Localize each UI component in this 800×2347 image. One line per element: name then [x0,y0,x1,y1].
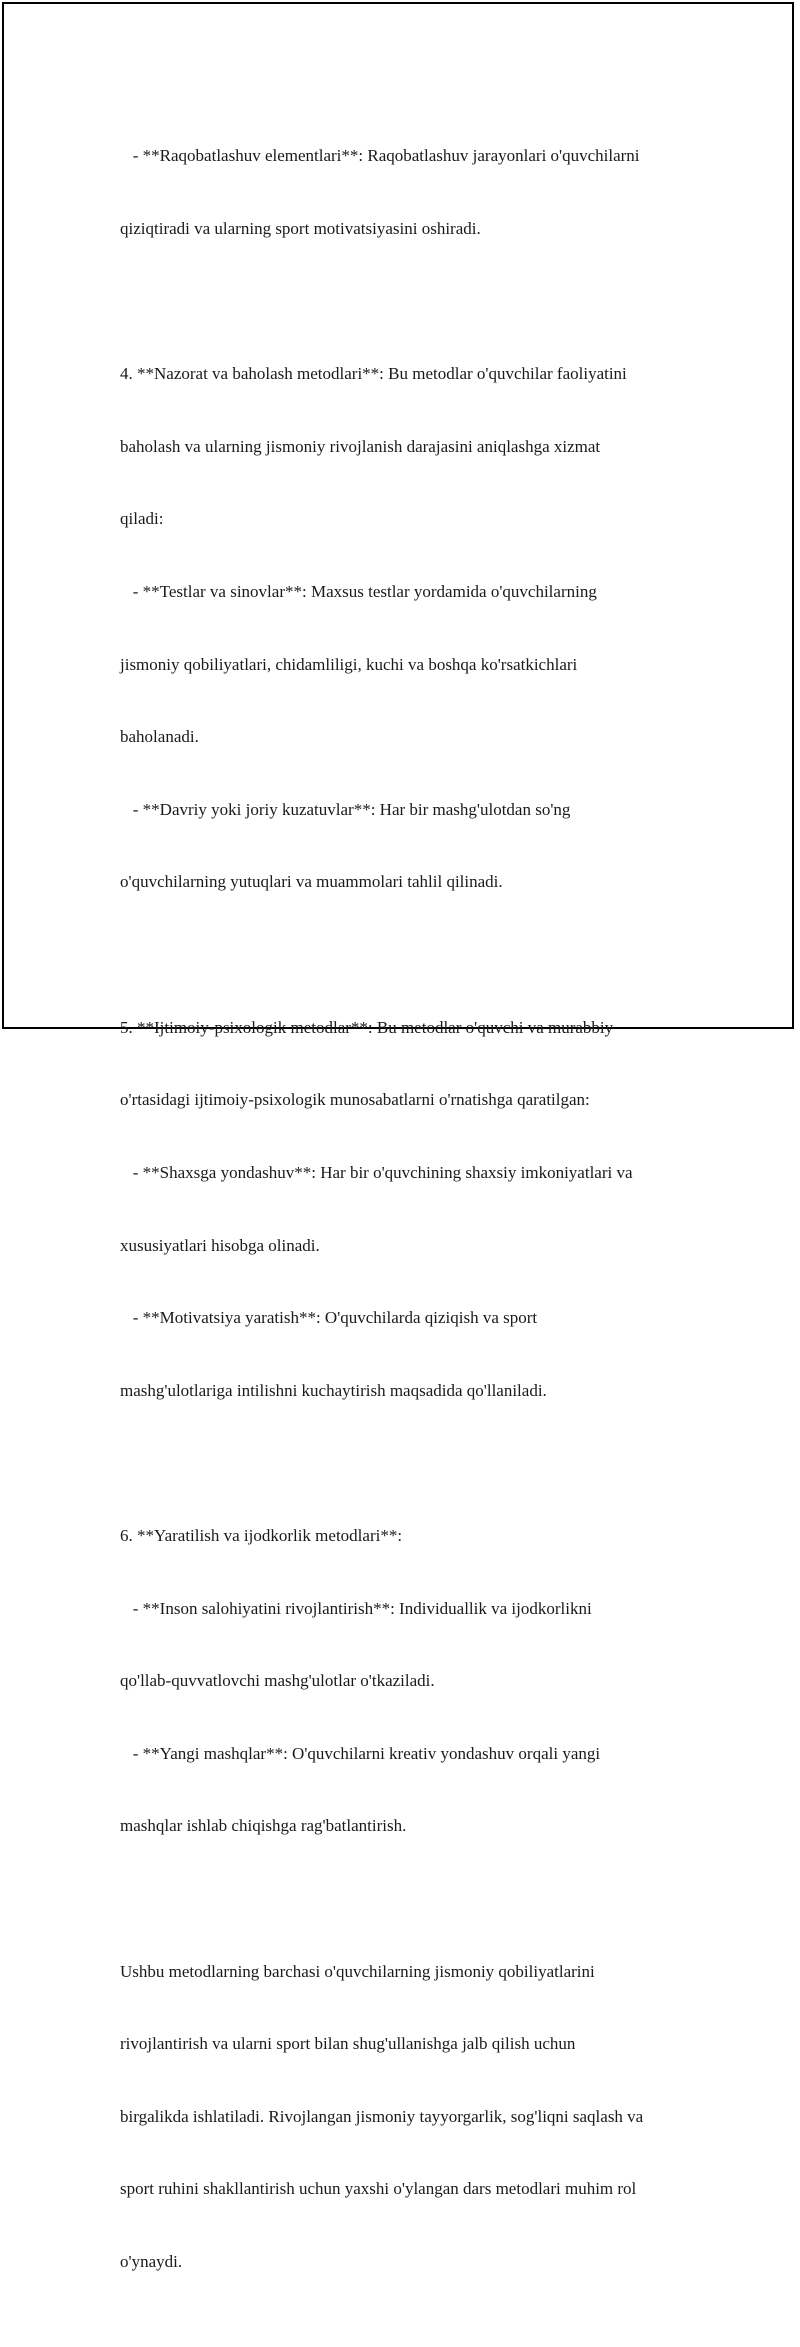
paragraph-section-6 [120,1476,700,1887]
text-line: qiladi: [120,509,164,529]
document-body [120,96,700,2347]
paragraph-conclusion [120,1911,700,2322]
text-line: jismoniy qobiliyatlari, chidamliligi, kuchi va boshqa ko'rsatkichlari [120,654,578,674]
paragraph-section-5 [120,967,700,1451]
text-line: mashg'ulotlariga intilishni kuchaytirish maqsadida qo'llaniladi. [120,1380,547,1400]
text-line: - **Davriy yoki joriy kuzatuvlar**: Har bir mashg'ulotdan so'ng [120,799,571,819]
text-line: o'ynaydi. [120,2252,183,2272]
text-line: - **Shaxsga yondashuv**: Har bir o'quvchining shaxsiy imkoniyatlari va [120,1162,633,1182]
text-line: baholash va ularning jismoniy rivojlanish darajasini aniqlashga xizmat [120,436,601,456]
text-line: o'rtasidagi ijtimoiy-psixologik munosabatlarni o'rnatishga qaratilgan: [120,1090,590,1110]
paragraph-raqobatlashuv [120,96,700,290]
paragraph-section-4 [120,314,700,943]
text-line: 5. **Ijtimoiy-psixologik metodlar**: Bu metodlar o'quvchi va murabbiy [120,1017,614,1037]
text-line: o'quvchilarning yutuqlari va muammolari tahlil qilinadi. [120,872,503,892]
text-line: 4. **Nazorat va baholash metodlari**: Bu metodlar o'quvchilar faoliyatini [120,364,627,384]
text-line: - **Motivatsiya yaratish**: O'quvchilarda qiziqish va sport [120,1308,538,1328]
text-line: birgalikda ishlatiladi. Rivojlangan jismoniy tayyorgarlik, sog'liqni saqlash va [120,2106,644,2126]
text-line: - **Testlar va sinovlar**: Maxsus testlar yordamida o'quvchilarning [120,582,597,602]
text-line: sport ruhini shakllantirish uchun yaxshi o'ylangan dars metodlari muhim rol [120,2179,637,2199]
text-line: - **Inson salohiyatini rivojlantirish**: Individuallik va ijodkorlikni [120,1598,592,1618]
page-frame [2,2,794,2272]
text-line: 6. **Yaratilish va ijodkorlik metodlari**: [120,1525,403,1545]
text-line: xususiyatlari hisobga olinadi. [120,1235,320,1255]
text-line: qiziqtiradi va ularning sport motivatsiyasini oshiradi. [120,219,481,239]
text-line: - **Raqobatlashuv elementlari**: Raqobatlashuv jarayonlari o'quvchilarni [120,146,640,166]
text-line: Ushbu metodlarning barchasi o'quvchilarning jismoniy qobiliyatlarini [120,1961,595,1981]
text-line: rivojlantirish va ularni sport bilan shug'ullanishga jalb qilish uchun [120,2034,576,2054]
text-line: mashqlar ishlab chiqishga rag'batlantirish. [120,1816,407,1836]
text-line: baholanadi. [120,727,199,747]
text-line: - **Yangi mashqlar**: O'quvchilarni kreativ yondashuv orqali yangi [120,1743,601,1763]
text-line: qo'llab-quvvatlovchi mashg'ulotlar o'tkaziladi. [120,1671,435,1691]
